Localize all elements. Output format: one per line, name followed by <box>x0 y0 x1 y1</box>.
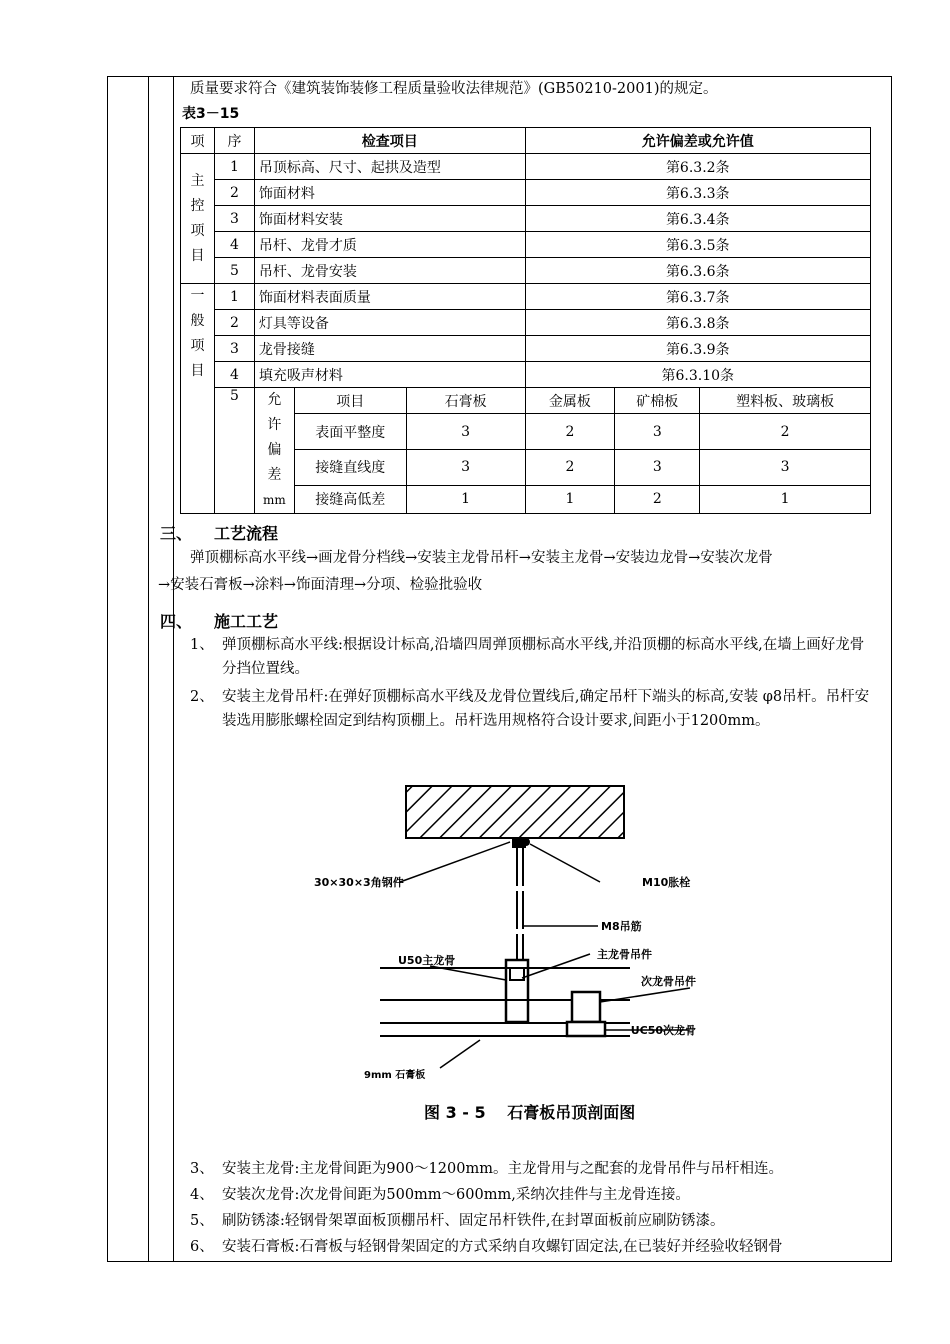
sub-cell: 2 <box>615 485 700 513</box>
row-value: 第6.3.9条 <box>525 336 871 362</box>
sub-cell: 2 <box>700 414 871 450</box>
row-no: 4 <box>214 362 254 388</box>
row-no: 2 <box>214 310 254 336</box>
sub-cell: 1 <box>406 485 525 513</box>
step-2: 2、 安装主龙骨吊杆:在弹好顶棚标高水平线及龙骨位置线后,确定吊杆下端头的标高,安装 φ8吊杆。吊杆安装选用膨胀螺栓固定到结构顶棚上。吊杆选用规格符合设计要求,间距小于1200mm。 <box>190 689 870 729</box>
header-value: 允许偏差或允许值 <box>525 128 871 154</box>
sub-header: 矿棉板 <box>615 388 700 414</box>
step-5: 5、 刷防锈漆:轻钢骨架罩面板顶棚吊杆、固定吊杆铁件,在封罩面板前应刷防锈漆。 <box>190 1213 725 1229</box>
section3-flow-line2: →安装石膏板→涂料→饰面清理→分项、检验批验收 <box>158 577 483 593</box>
sub-cell: 3 <box>700 449 871 485</box>
section3-flow-line1: 弹顶棚标高水平线→画龙骨分档线→安装主龙骨吊杆→安装主龙骨→安装边龙骨→安装次龙骨 <box>190 550 773 566</box>
leader-board <box>440 1040 480 1068</box>
label-board: 9mm 石膏板 <box>364 1070 426 1081</box>
section3-num: 三、 <box>160 524 193 543</box>
table-row <box>181 362 871 388</box>
sub-cell: 3 <box>406 449 525 485</box>
row-no: 3 <box>214 336 254 362</box>
table-row <box>181 284 871 310</box>
sub-cell: 2 <box>525 449 615 485</box>
row-no: 5 <box>214 388 254 514</box>
row-item: 吊杆、龙骨安装 <box>254 258 525 284</box>
sub-cell: 3 <box>406 414 525 450</box>
subtable-header-row <box>181 388 871 414</box>
table-row <box>181 310 871 336</box>
tolerance-label: 允 许 偏 差 mm <box>254 388 294 514</box>
step-1: 1、 弹顶棚标高水平线:根据设计标高,沿墙四周弹顶棚标高水平线,并沿顶棚的标高水平线,在墙上画好龙骨分挡位置线。 <box>190 637 865 677</box>
row-no: 2 <box>214 180 254 206</box>
header-item: 检查项目 <box>254 128 525 154</box>
table-row <box>181 336 871 362</box>
frame-divider-right <box>173 77 174 1261</box>
section4-title: 施工工艺 <box>214 612 279 631</box>
sub-cell: 表面平整度 <box>294 414 406 450</box>
label-main-hanger: 主龙骨吊件 <box>597 948 652 961</box>
sub-cell: 2 <box>525 414 615 450</box>
label-angle-steel: 30×30×3角钢件 <box>314 876 404 889</box>
bolt-head <box>522 838 530 846</box>
group-main-label: 主 控 项 目 <box>181 154 215 284</box>
table-header-row <box>181 128 871 154</box>
label-rod: M8吊筋 <box>601 920 642 933</box>
sub-cell: 1 <box>525 485 615 513</box>
figure-caption: 图 3 - 5 石膏板吊顶剖面图 <box>424 1103 636 1122</box>
table-row <box>181 154 871 180</box>
section3-title: 工艺流程 <box>214 524 279 543</box>
label-sub-keel: UC50次龙骨 <box>630 1024 696 1037</box>
row-item: 饰面材料安装 <box>254 206 525 232</box>
leader-bolt <box>530 844 600 882</box>
sub-cell: 1 <box>700 485 871 513</box>
row-item: 灯具等设备 <box>254 310 525 336</box>
row-no: 1 <box>214 284 254 310</box>
frame-divider-left <box>148 77 149 1261</box>
leader-sub-hanger <box>600 988 690 1002</box>
row-no: 5 <box>214 258 254 284</box>
ceiling-section-figure <box>314 778 700 1128</box>
row-value: 第6.3.7条 <box>525 284 871 310</box>
inspection-table <box>180 127 871 514</box>
header-category: 项 <box>181 128 215 154</box>
label-sub-hanger: 次龙骨吊件 <box>641 975 696 988</box>
sub-cell: 3 <box>615 414 700 450</box>
label-bolt: M10胀栓 <box>642 876 691 889</box>
row-item: 饰面材料表面质量 <box>254 284 525 310</box>
header-seq: 序 <box>214 128 254 154</box>
sub-header: 项目 <box>294 388 406 414</box>
table-row <box>181 180 871 206</box>
sub-header: 石膏板 <box>406 388 525 414</box>
table-row <box>181 206 871 232</box>
row-value: 第6.3.3条 <box>525 180 871 206</box>
section4-num: 四、 <box>160 612 193 631</box>
sub-keel <box>567 1022 605 1036</box>
group-general-label: 一 般 项 目 <box>181 284 215 514</box>
row-value: 第6.3.10条 <box>525 362 871 388</box>
row-no: 4 <box>214 232 254 258</box>
table-title: 表3－15 <box>182 106 240 122</box>
concrete-slab <box>406 786 624 838</box>
sub-header: 金属板 <box>525 388 615 414</box>
row-value: 第6.3.6条 <box>525 258 871 284</box>
row-value: 第6.3.5条 <box>525 232 871 258</box>
sub-cell: 接缝高低差 <box>294 485 406 513</box>
row-value: 第6.3.8条 <box>525 310 871 336</box>
step-6: 6、 安装石膏板:石膏板与轻钢骨架固定的方式采纳自攻螺钉固定法,在已装好并经验收轻钢骨 <box>190 1239 783 1255</box>
step-3: 3、 安装主龙骨:主龙骨间距为900～1200mm。主龙骨用与之配套的龙骨吊件与吊杆相连。 <box>190 1161 783 1177</box>
row-item: 吊顶标高、尺寸、起拱及造型 <box>254 154 525 180</box>
sub-keel-hanger <box>572 992 600 1022</box>
row-item: 龙骨接缝 <box>254 336 525 362</box>
label-main-keel: U50主龙骨 <box>398 954 456 967</box>
table-row <box>181 258 871 284</box>
step-4: 4、 安装次龙骨:次龙骨间距为500mm～600mm,采纳次挂件与主龙骨连接。 <box>190 1187 690 1203</box>
sub-cell: 接缝直线度 <box>294 449 406 485</box>
row-item: 填充吸声材料 <box>254 362 525 388</box>
table-row <box>181 232 871 258</box>
row-value: 第6.3.4条 <box>525 206 871 232</box>
sub-cell: 3 <box>615 449 700 485</box>
row-value: 第6.3.2条 <box>525 154 871 180</box>
row-item: 吊杆、龙骨才质 <box>254 232 525 258</box>
leader-angle <box>400 842 510 882</box>
row-no: 3 <box>214 206 254 232</box>
row-no: 1 <box>214 154 254 180</box>
sub-header: 塑料板、玻璃板 <box>700 388 871 414</box>
intro-text: 质量要求符合《建筑装饰装修工程质量验收法律规范》(GB50210-2001)的规定。 <box>190 81 718 97</box>
leader-main-hanger <box>522 954 590 978</box>
row-item: 饰面材料 <box>254 180 525 206</box>
